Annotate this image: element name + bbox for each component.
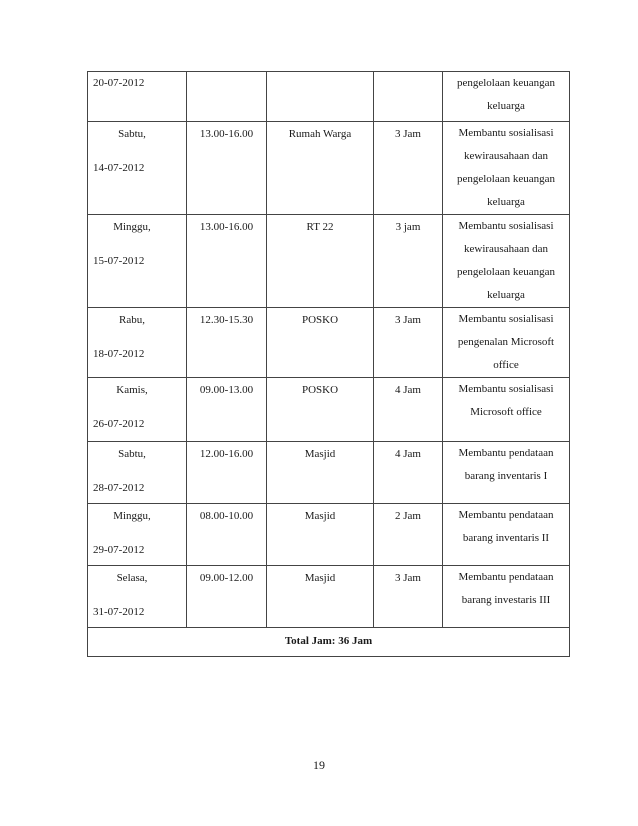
- day-text: Selasa,: [116, 572, 148, 584]
- place-cell: Masjid: [267, 442, 374, 504]
- activity-line: keluarga: [487, 100, 525, 112]
- activity-line: Membantu pendataan: [458, 571, 554, 583]
- date-text: 31-07-2012: [93, 606, 145, 618]
- day-text: Sabtu,: [118, 448, 146, 460]
- activity-line: kewirausahaan dan: [464, 243, 548, 255]
- table-row: [88, 566, 570, 628]
- date-cell: [88, 308, 187, 378]
- table-row: [88, 378, 570, 442]
- activity-cell: [443, 308, 570, 378]
- time-cell: 12.00-16.00: [187, 442, 267, 504]
- date-text: 14-07-2012: [93, 162, 145, 174]
- date-cell: [88, 215, 187, 308]
- table-row-continued: [88, 72, 570, 122]
- date-cell: [88, 566, 187, 628]
- day-text: Rabu,: [119, 314, 145, 326]
- date-cell: [88, 122, 187, 215]
- table-row: [88, 308, 570, 378]
- activity-line: kewirausahaan dan: [464, 150, 548, 162]
- date-text: 20-07-2012: [93, 77, 145, 89]
- time-cell: [187, 72, 267, 122]
- page-number: 19: [313, 758, 325, 772]
- activity-cell: [443, 122, 570, 215]
- activity-cell: [443, 215, 570, 308]
- date-cell: [88, 72, 187, 122]
- activity-line: barang investaris III: [461, 594, 551, 606]
- place-cell: [267, 72, 374, 122]
- activity-cell: [443, 504, 570, 566]
- table-row: [88, 442, 570, 504]
- day-text: Kamis,: [116, 384, 148, 396]
- duration-cell: 2 Jam: [374, 504, 443, 566]
- time-cell: 09.00-13.00: [187, 378, 267, 442]
- activity-line: office: [493, 359, 519, 371]
- activity-line: Membantu pendataan: [458, 447, 554, 459]
- date-text: 29-07-2012: [93, 544, 145, 556]
- place-cell: POSKO: [267, 378, 374, 442]
- time-cell: 12.30-15.30: [187, 308, 267, 378]
- day-text: Sabtu,: [118, 128, 146, 140]
- date-cell: [88, 378, 187, 442]
- duration-cell: 3 Jam: [374, 308, 443, 378]
- date-cell: [88, 504, 187, 566]
- table-row: [88, 122, 570, 215]
- duration-cell: 3 Jam: [374, 122, 443, 215]
- day-text: Minggu,: [113, 510, 151, 522]
- place-cell: Masjid: [267, 504, 374, 566]
- activity-cell: [443, 442, 570, 504]
- activity-line: Membantu sosialisasi: [458, 220, 554, 232]
- activity-schedule-table: [87, 71, 570, 657]
- duration-cell: 3 Jam: [374, 566, 443, 628]
- activity-line: keluarga: [487, 289, 525, 301]
- activity-line: pengelolaan keuangan: [456, 77, 556, 89]
- place-cell: Rumah Warga: [267, 122, 374, 215]
- date-text: 15-07-2012: [93, 255, 145, 267]
- time-cell: 09.00-12.00: [187, 566, 267, 628]
- time-cell: 08.00-10.00: [187, 504, 267, 566]
- duration-cell: 4 Jam: [374, 442, 443, 504]
- date-text: 26-07-2012: [93, 418, 145, 430]
- time-cell: 13.00-16.00: [187, 215, 267, 308]
- place-cell: RT 22: [267, 215, 374, 308]
- activity-line: barang inventaris II: [462, 532, 550, 544]
- duration-cell: [374, 72, 443, 122]
- table-body: [88, 72, 570, 657]
- activity-line: pengelolaan keuangan: [456, 266, 556, 278]
- day-text: Minggu,: [113, 221, 151, 233]
- activity-line: Microsoft office: [470, 406, 542, 418]
- place-cell: Masjid: [267, 566, 374, 628]
- activity-line: Membantu sosialisasi: [458, 127, 554, 139]
- date-cell: [88, 442, 187, 504]
- activity-cell: [443, 378, 570, 442]
- date-text: 18-07-2012: [93, 348, 145, 360]
- table-row: [88, 504, 570, 566]
- activity-line: Membantu sosialisasi: [458, 313, 554, 325]
- place-cell: POSKO: [267, 308, 374, 378]
- table-row: [88, 215, 570, 308]
- activity-line: pengelolaan keuangan: [456, 173, 556, 185]
- total-row: [88, 628, 570, 657]
- date-text: 28-07-2012: [93, 482, 145, 494]
- duration-cell: 4 Jam: [374, 378, 443, 442]
- activity-cell: [443, 566, 570, 628]
- duration-cell: 3 jam: [374, 215, 443, 308]
- activity-line: Membantu pendataan: [458, 509, 554, 521]
- activity-line: Membantu sosialisasi: [458, 383, 554, 395]
- activity-line: keluarga: [487, 196, 525, 208]
- activity-cell: [443, 72, 570, 122]
- activity-line: barang inventaris I: [464, 470, 548, 482]
- total-hours: Total Jam: 36 Jam: [88, 628, 570, 657]
- time-cell: 13.00-16.00: [187, 122, 267, 215]
- activity-line: pengenalan Microsoft: [457, 336, 555, 348]
